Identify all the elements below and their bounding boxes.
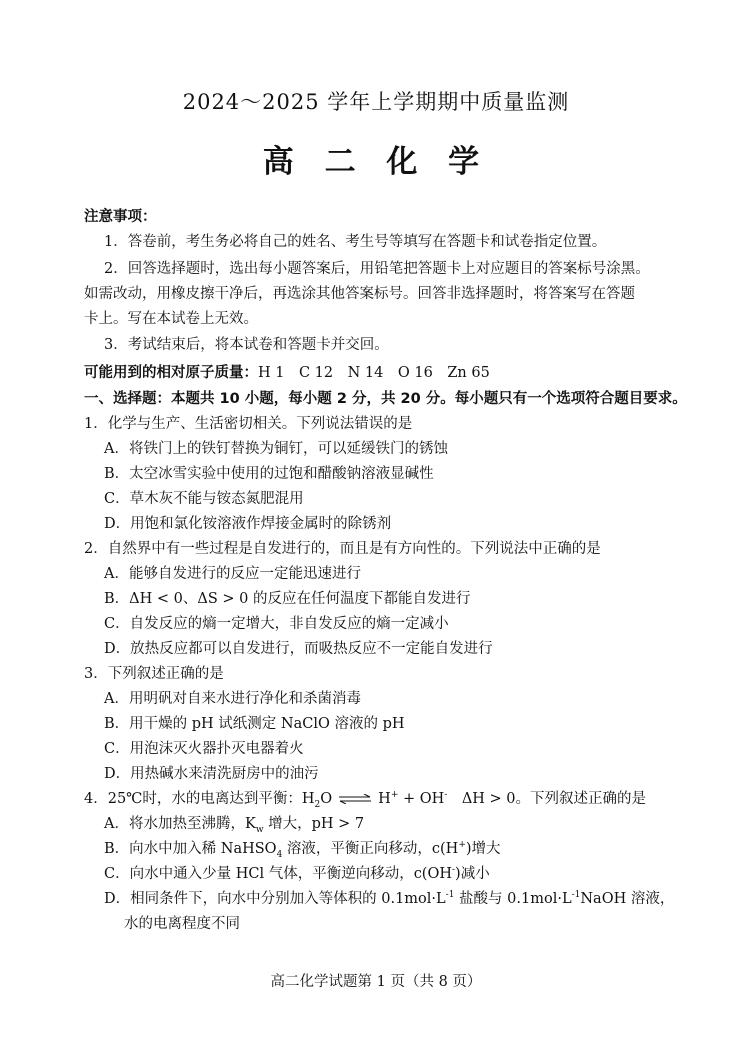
- question-2-stem: 2．自然界中有一些过程是自发进行的，而且是有方向性的。下列说法中正确的是: [84, 541, 601, 557]
- question-4-option-c: [104, 862, 490, 883]
- notice-item-2-line-2: 如需改动，用橡皮擦干净后，再选涂其他答案标号。回答非选择题时，将答案写在答题: [84, 286, 635, 302]
- q4-d-part2: 盐酸与 0.1mol·L: [454, 891, 572, 907]
- q4-a-text: A．将水加热至沸腾，K: [104, 816, 256, 832]
- notice-heading: 注意事项：: [84, 209, 157, 225]
- question-4-option-b: [104, 837, 501, 858]
- question-2-option-c: C．自发反应的熵一定增大，非自发反应的熵一定减小: [104, 616, 449, 632]
- q4-d-part1: D．相同条件下，向水中分别加入等体积的 0.1mol·L: [104, 891, 446, 907]
- question-3-option-b: B．用干燥的 pH 试纸测定 NaClO 溶液的 pH: [104, 716, 405, 732]
- q4-stem-minus: -: [444, 790, 448, 801]
- q4-b-text: B．向水中加入稀 NaHSO: [104, 841, 277, 857]
- question-1-option-b: B．太空冰雪实验中使用的过饱和醋酸钠溶液显碱性: [104, 466, 434, 482]
- q4-c-text: C．向水中通入少量 HCl 气体，平衡逆向移动，c(OH: [104, 866, 452, 882]
- atomic-masses: [84, 361, 490, 382]
- page-footer: 高二化学试题第 1 页（共 8 页）: [270, 974, 482, 990]
- question-1-option-a: A．将铁门上的铁钉替换为铜钉，可以延缓铁门的锈蚀: [104, 441, 448, 457]
- q4-a-rest: 增大，pH > 7: [263, 816, 365, 832]
- subject-title: 高 二 化 学: [262, 144, 490, 180]
- question-1-option-d: D．用饱和氯化铵溶液作焊接金属时的除锈剂: [104, 516, 392, 532]
- q4-b-sub: 4: [276, 849, 283, 860]
- q4-stem-sub: 2: [314, 799, 321, 810]
- notice-item-1: 1．答卷前，考生务必将自己的姓名、考生号等填写在答题卡和试卷指定位置。: [104, 234, 607, 250]
- question-3-stem: 3．下列叙述正确的是: [84, 666, 224, 682]
- q4-stem-suffix: ΔH > 0。下列叙述正确的是: [447, 791, 647, 807]
- question-3-option-a: A．用明矾对自来水进行净化和杀菌消毒: [104, 691, 361, 707]
- q4-d-part3: NaOH 溶液，: [580, 891, 675, 907]
- question-4-option-d-line-2: 水的电离程度不同: [124, 916, 240, 932]
- q4-stem-plus: +: [390, 790, 399, 801]
- q4-b-rest1: 溶液，平衡正向移动，c(H: [282, 841, 459, 857]
- question-1-stem: 1．化学与生产、生活密切相关。下列说法错误的是: [84, 416, 413, 432]
- q4-a-sub: w: [255, 824, 264, 835]
- atomic-masses-values: H 1 C 12 N 14 O 16 Zn 65: [258, 365, 490, 381]
- equilibrium-arrow-icon: [338, 794, 372, 804]
- q4-stem-prefix: 4．25℃时，水的电离达到平衡：H: [84, 791, 315, 807]
- q4-d-sup1: -1: [445, 890, 455, 901]
- q4-b-rest2: )增大: [465, 841, 501, 857]
- question-2-option-d: D．放热反应都可以自发进行，而吸热反应不一定能自发进行: [104, 641, 493, 657]
- question-3-option-c: C．用泡沫灭火器扑灭电器着火: [104, 741, 304, 757]
- question-2-option-b: B．ΔH < 0、ΔS > 0 的反应在任何温度下都能自发进行: [104, 591, 471, 607]
- question-4-option-d: [104, 887, 674, 908]
- q4-stem-mid: + OH: [398, 791, 445, 807]
- q4-d-sup2: -1: [571, 890, 581, 901]
- question-1-option-c: C．草木灰不能与铵态氮肥混用: [104, 491, 304, 507]
- q4-stem-h: H: [378, 791, 391, 807]
- q4-stem-o: O: [320, 791, 333, 807]
- question-4-option-a: [104, 812, 364, 833]
- q4-c-sup: -: [452, 865, 456, 876]
- atomic-masses-label: 可能用到的相对原子质量：: [84, 365, 258, 381]
- question-3-option-d: D．用热碱水来清洗厨房中的油污: [104, 766, 319, 782]
- q4-c-rest: )减小: [455, 866, 490, 882]
- section-1-heading: 一、选择题：本题共 10 小题，每小题 2 分，共 20 分。每小题只有一个选项符合题目要求。: [84, 391, 687, 407]
- q4-b-sup: +: [458, 840, 466, 851]
- notice-item-3: 3．考试结束后，将本试卷和答题卡并交回。: [104, 337, 389, 353]
- question-4-stem: [84, 787, 646, 808]
- question-2-option-a: A．能够自发进行的反应一定能迅速进行: [104, 566, 361, 582]
- exam-title: 2024～2025 学年上学期期中质量监测: [182, 90, 570, 114]
- notice-item-2-line-3: 卡上。写在本试卷上无效。: [84, 311, 258, 327]
- notice-item-2-line-1: 2．回答选择题时，选出每小题答案后，用铅笔把答题卡上对应题目的答案标号涂黑。: [104, 261, 650, 277]
